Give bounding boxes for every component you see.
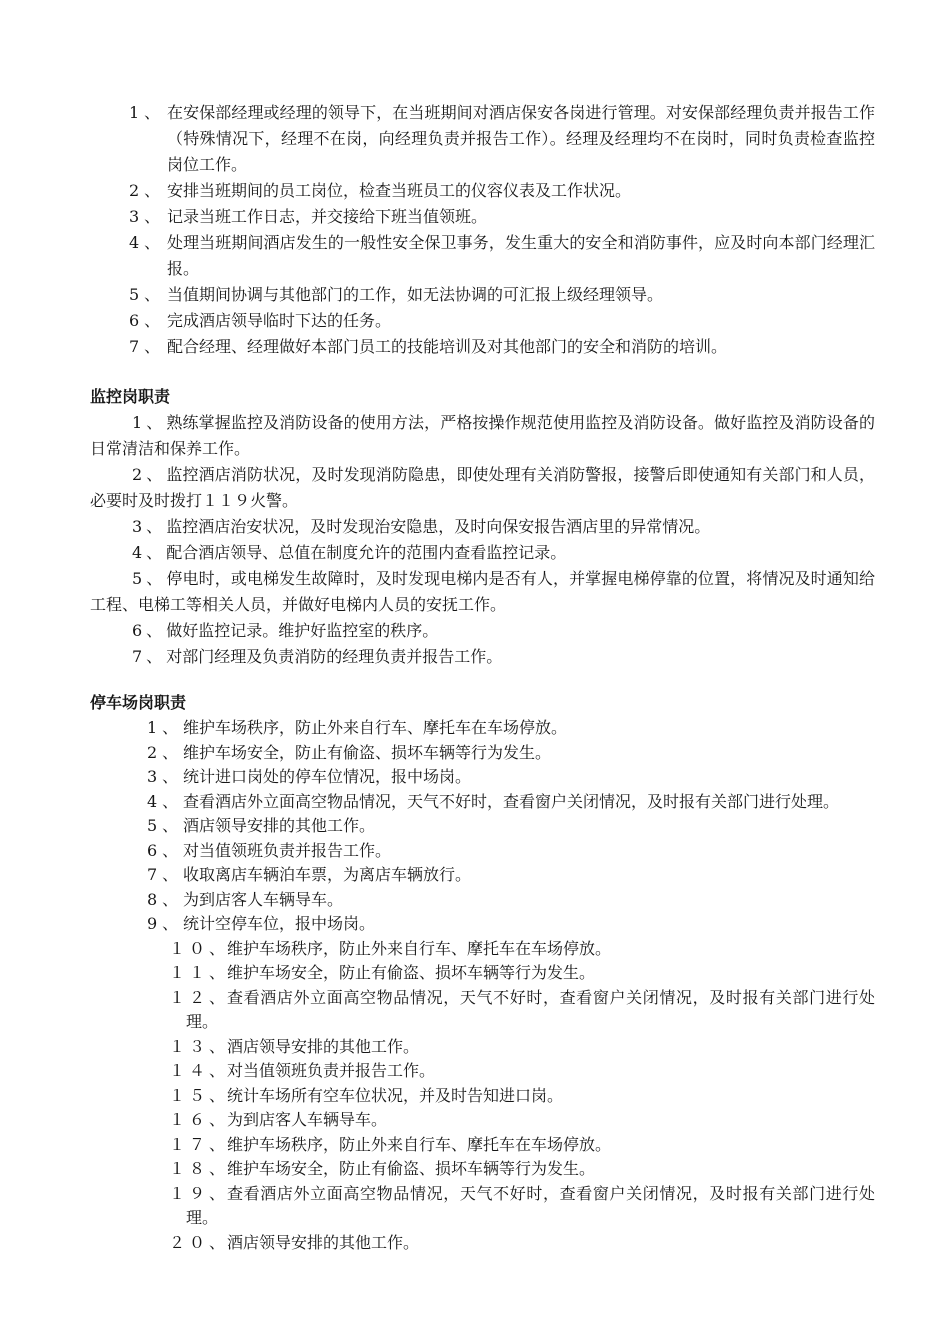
list-item — [90, 888, 875, 913]
list-item — [90, 814, 875, 839]
item-text: 停电时，或电梯发生故障时，及时发现电梯内是否有人，并掌握电梯停靠的位置，将情况及时通知给工程、电梯工等相关人员，并做好电梯内人员的安抚工作。 — [90, 569, 875, 614]
list-item — [90, 230, 875, 282]
item-number: １２、 — [169, 987, 230, 1007]
intro-duty-list — [90, 100, 875, 360]
item-number: １９、 — [169, 1183, 230, 1203]
item-text: 统计空停车位，报中场岗。 — [183, 914, 376, 933]
item-number: 8、 — [147, 889, 184, 909]
item-text: 配合酒店领导、总值在制度允许的范围内查看监控记录。 — [166, 543, 567, 562]
item-text: 维护车场安全，防止有偷盗、损坏车辆等行为发生。 — [227, 963, 596, 982]
list-item — [90, 540, 875, 566]
item-number: １３、 — [169, 1036, 230, 1056]
item-number: 3、 — [147, 767, 184, 786]
item-number: １６、 — [169, 1110, 230, 1129]
list-item — [90, 1059, 875, 1084]
item-number: １５、 — [169, 1085, 230, 1105]
list-item — [90, 839, 875, 864]
item-number: １０、 — [169, 938, 230, 958]
item-number: １７、 — [169, 1134, 230, 1154]
item-number: 6、 — [132, 621, 167, 640]
list-item — [90, 1133, 875, 1158]
item-text: 对当值领班负责并报告工作。 — [227, 1061, 436, 1080]
item-number: ２０、 — [169, 1232, 230, 1252]
item-number: 5、 — [132, 569, 167, 588]
item-number: １４、 — [169, 1061, 230, 1080]
item-number: １８、 — [169, 1159, 230, 1178]
item-text: 维护车场秩序，防止外来自行车、摩托车在车场停放。 — [227, 938, 612, 958]
item-number: 2、 — [147, 742, 184, 762]
item-number: 5、 — [129, 285, 166, 304]
list-item — [90, 1182, 875, 1231]
list-item — [90, 937, 875, 962]
parking-section — [90, 690, 875, 1255]
item-text: 完成酒店领导临时下达的任务。 — [167, 311, 392, 330]
item-text: 为到店客人车辆导车。 — [227, 1110, 388, 1129]
item-number: 7、 — [132, 647, 167, 666]
item-text: 安排当班期间的员工岗位，检查当班员工的仪容仪表及工作状况。 — [167, 181, 632, 200]
list-item — [90, 308, 875, 334]
item-text: 收取离店车辆泊车票，为离店车辆放行。 — [183, 865, 472, 884]
item-number: 4、 — [129, 233, 166, 252]
list-item — [90, 644, 875, 670]
item-text: 查看酒店外立面高空物品情况，天气不好时，查看窗户关闭情况，及时报有关部门进行处理。 — [183, 791, 840, 811]
item-number: 4、 — [132, 543, 167, 562]
item-number: １１、 — [169, 963, 230, 982]
monitoring-section-heading: 监控岗职责 — [90, 387, 171, 406]
item-number: 5、 — [147, 816, 184, 835]
list-item — [90, 1157, 875, 1182]
item-text: 酒店领导安排的其他工作。 — [227, 1232, 420, 1252]
list-item — [90, 716, 875, 741]
item-number: 4、 — [147, 791, 184, 811]
item-text: 在安保部经理或经理的领导下，在当班期间对酒店保安各岗进行管理。对安保部经理负责并报告工作（特殊情况下，经理不在岗，向经理负责并报告工作）。经理及经理均不在岗时，同时负责检查监控岗位工作。 — [167, 103, 875, 174]
item-text: 统计进口岗处的停车位情况，报中场岗。 — [183, 767, 472, 786]
item-number: 3、 — [132, 517, 167, 536]
item-text: 熟练掌握监控及消防设备的使用方法，严格按操作规范使用监控及消防设备。做好监控及消防设备的日常清洁和保养工作。 — [90, 413, 875, 458]
item-number: 3、 — [129, 207, 166, 226]
list-item — [90, 1231, 875, 1256]
list-item — [90, 986, 875, 1035]
item-text: 酒店领导安排的其他工作。 — [183, 816, 376, 835]
item-text: 维护车场秩序，防止外来自行车、摩托车在车场停放。 — [227, 1134, 612, 1154]
list-item — [90, 100, 875, 178]
item-text: 维护车场秩序，防止外来自行车、摩托车在车场停放。 — [183, 718, 568, 737]
list-item — [90, 178, 875, 204]
item-number: 1、 — [132, 413, 167, 432]
list-item — [90, 912, 875, 937]
item-text: 酒店领导安排的其他工作。 — [227, 1036, 420, 1056]
list-item — [90, 1084, 875, 1109]
monitoring-section — [90, 384, 875, 670]
item-text: 监控酒店消防状况，及时发现消防隐患，即使处理有关消防警报，接警后即使通知有关部门和人员，必要时及时拨打１１９火警。 — [90, 465, 875, 510]
item-text: 对当值领班负责并报告工作。 — [183, 840, 392, 860]
item-number: 2、 — [132, 465, 167, 484]
item-text: 处理当班期间酒店发生的一般性安全保卫事务，发生重大的安全和消防事件，应及时向本部门经理汇报。 — [167, 233, 875, 278]
item-number: 1、 — [129, 103, 166, 122]
monitoring-duty-list — [90, 410, 875, 670]
list-item — [90, 863, 875, 888]
item-text: 监控酒店治安状况，及时发现治安隐患，及时向保安报告酒店里的异常情况。 — [166, 517, 711, 536]
parking-section-heading: 停车场岗职责 — [90, 693, 187, 712]
parking-duty-list — [90, 716, 875, 1255]
list-item — [90, 1108, 875, 1133]
item-number: 2、 — [129, 181, 166, 200]
list-item — [90, 1035, 875, 1060]
item-text: 为到店客人车辆导车。 — [183, 889, 344, 909]
item-text: 记录当班工作日志，并交接给下班当值领班。 — [167, 207, 488, 226]
item-number: 6、 — [147, 840, 184, 860]
list-item — [90, 566, 875, 618]
list-item — [90, 462, 875, 514]
item-text: 统计车场所有空车位状况，并及时告知进口岗。 — [227, 1085, 564, 1105]
item-number: 1、 — [147, 718, 184, 737]
list-item — [90, 204, 875, 230]
list-item — [90, 741, 875, 766]
list-item — [90, 282, 875, 308]
list-item — [90, 514, 875, 540]
item-text: 查看酒店外立面高空物品情况，天气不好时，查看窗户关闭情况，及时报有关部门进行处理。 — [186, 1183, 875, 1227]
list-item — [90, 961, 875, 986]
item-number: 7、 — [129, 337, 166, 356]
item-text: 对部门经理及负责消防的经理负责并报告工作。 — [166, 647, 503, 666]
list-item — [90, 334, 875, 360]
item-text: 做好监控记录。维护好监控室的秩序。 — [166, 621, 439, 640]
item-text: 当值期间协调与其他部门的工作，如无法协调的可汇报上级经理领导。 — [167, 285, 664, 304]
list-item — [90, 765, 875, 790]
item-text: 配合经理、经理做好本部门员工的技能培训及对其他部门的安全和消防的培训。 — [167, 337, 728, 356]
item-number: 6、 — [129, 311, 166, 330]
item-text: 维护车场安全，防止有偷盗、损坏车辆等行为发生。 — [227, 1159, 596, 1178]
list-item — [90, 618, 875, 644]
item-number: 9、 — [147, 914, 184, 933]
list-item — [90, 410, 875, 462]
item-text: 查看酒店外立面高空物品情况，天气不好时，查看窗户关闭情况，及时报有关部门进行处理。 — [186, 987, 875, 1031]
list-item — [90, 790, 875, 815]
item-text: 维护车场安全，防止有偷盗、损坏车辆等行为发生。 — [183, 742, 552, 762]
item-number: 7、 — [147, 865, 184, 884]
